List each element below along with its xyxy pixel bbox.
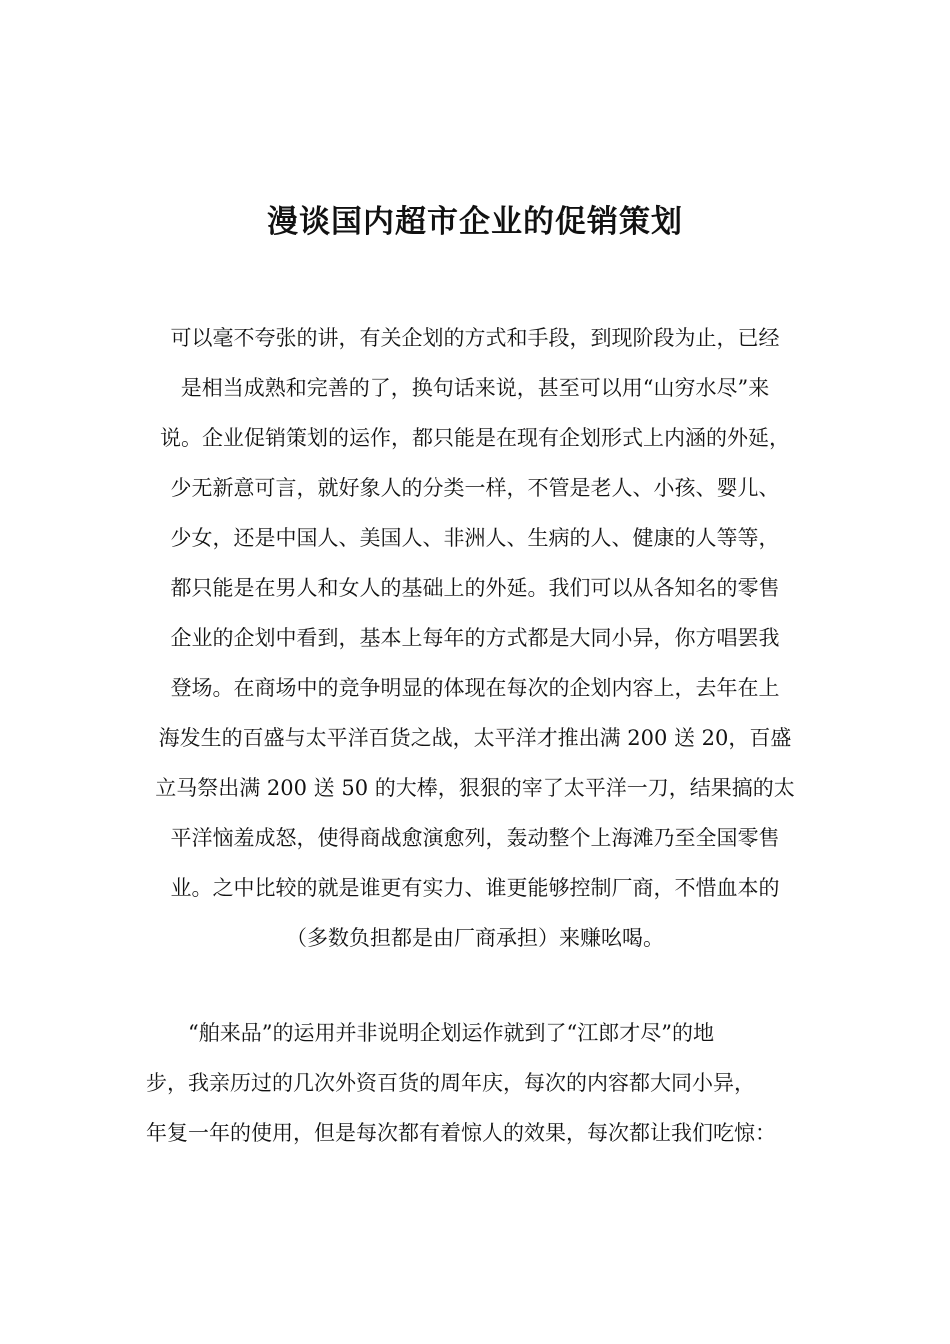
paragraph-line: 少女，还是中国人、美国人、非洲人、生病的人、健康的人等等， xyxy=(170,526,780,550)
paragraph-line: 海发生的百盛与太平洋百货之战，太平洋才推出满 200 送 20，百盛 xyxy=(158,726,792,750)
paragraph-line: 登场。在商场中的竞争明显的体现在每次的企划内容上，去年在上 xyxy=(170,676,780,700)
paragraph-line: 平洋恼羞成怒，使得商战愈演愈列，轰动整个上海滩乃至全国零售 xyxy=(170,826,780,850)
document-title: 漫谈国内超市企业的促销策划 xyxy=(267,204,683,240)
paragraph-line: “舶来品”的运用并非说明企划运作就到了“江郎才尽”的地 xyxy=(188,1021,714,1045)
paragraph-line: 企业的企划中看到，基本上每年的方式都是大同小异，你方唱罢我 xyxy=(170,626,780,650)
paragraph-line: （多数负担都是由厂商承担）来赚吆喝。 xyxy=(286,926,664,950)
paragraph-line: 年复一年的使用，但是每次都有着惊人的效果，每次都让我们吃惊： xyxy=(146,1121,776,1145)
paragraph-line: 可以毫不夸张的讲，有关企划的方式和手段，到现阶段为止，已经 xyxy=(170,326,780,350)
paragraph-line: 少无新意可言，就好象人的分类一样，不管是老人、小孩、婴儿、 xyxy=(170,476,780,500)
paragraph-line: 说。企业促销策划的运作，都只能是在现有企划形式上内涵的外延， xyxy=(160,426,790,450)
paragraph-line: 是相当成熟和完善的了，换句话来说，甚至可以用“山穷水尽”来 xyxy=(180,376,770,400)
paragraph-line: 业。之中比较的就是谁更有实力、谁更能够控制厂商，不惜血本的 xyxy=(170,876,780,900)
paragraph-line: 步，我亲历过的几次外资百货的周年庆，每次的内容都大同小异， xyxy=(146,1071,755,1095)
paragraph-line: 立马祭出满 200 送 50 的大棒，狠狠的宰了太平洋一刀，结果搞的太 xyxy=(155,776,795,800)
paragraph-line: 都只能是在男人和女人的基础上的外延。我们可以从各知名的零售 xyxy=(170,576,780,600)
